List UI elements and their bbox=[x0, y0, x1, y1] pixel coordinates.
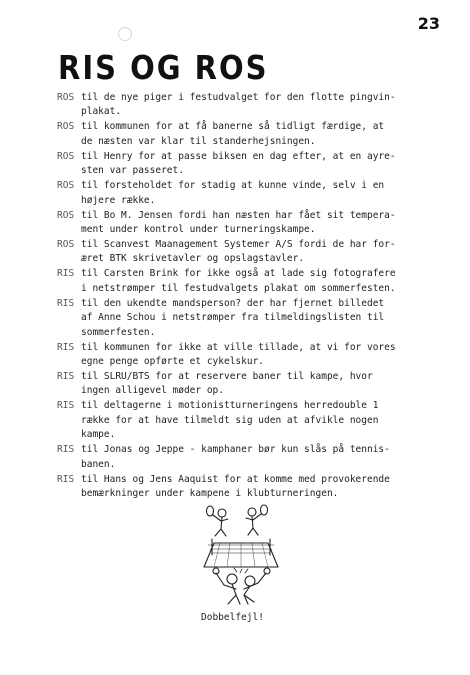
list-item bbox=[57, 267, 457, 296]
list-item bbox=[57, 297, 457, 340]
entry-text: til kommunen for ikke at ville tillade, at vi for vores egne penge opførte et cykelskur. bbox=[81, 341, 396, 368]
entry-tag: RIS bbox=[57, 473, 75, 485]
entry-tag: RIS bbox=[57, 400, 75, 412]
list-item bbox=[57, 473, 457, 502]
entry-text: til Bo M. Jensen fordi han næsten har fået sit tempera- ment under kontrol under turneringskampe. bbox=[81, 209, 396, 236]
entry-text: til Scanvest Maanagement Systemer A/S fordi de har for- æret BTK skrivetavler og opslagstavler. bbox=[81, 239, 396, 265]
entry-text: til Jonas og Jeppe - kamphaner bør kun slås på tennis- banen. bbox=[81, 444, 390, 470]
entry-text: til Carsten Brink for ikke også at lade sig fotografere i netstrømper til festudvalgets plakat om sommerfesten. bbox=[81, 268, 396, 294]
entry-tag: RIS bbox=[57, 371, 75, 383]
page-title: RIS OG ROS bbox=[58, 48, 269, 88]
entry-text: til Hans og Jens Aaquist for at komme med provokerende bemærkninger under kampene i klubturneringen. bbox=[81, 473, 390, 500]
list-item bbox=[57, 209, 457, 238]
entry-tag: ROS bbox=[57, 121, 75, 133]
entry-text: til de nye piger i festudvalget for den flotte pingvin- plakat. bbox=[81, 92, 396, 118]
entry-text: til den ukendte mandsperson? der har fjernet billedet af Anne Schou i netstrømper fra tilmeldingslisten til sommerfesten. bbox=[81, 297, 385, 338]
list-item bbox=[57, 443, 457, 472]
entry-tag: ROS bbox=[57, 239, 75, 251]
illustration-caption: Dobbelfejl! bbox=[201, 612, 264, 623]
page-number: 23 bbox=[417, 14, 440, 33]
entry-tag: RIS bbox=[57, 297, 75, 309]
entry-text: til kommunen for at få banerne så tidligt færdige, at de næsten var klar til standerhejsningen. bbox=[81, 121, 385, 147]
entry-tag: RIS bbox=[57, 341, 75, 353]
list-item bbox=[57, 91, 457, 120]
list-item bbox=[57, 238, 457, 267]
entry-tag: ROS bbox=[57, 92, 75, 103]
tennis-doubles-cartoon-icon bbox=[200, 503, 282, 611]
entry-text: til SLRU/BTS for at reservere baner til kampe, hvor ingen alligevel møder op. bbox=[81, 371, 373, 397]
punch-hole bbox=[118, 27, 132, 41]
entry-text: til Henry for at passe biksen en dag efter, at en ayre- sten var passeret. bbox=[81, 150, 396, 177]
entry-text: til deltagerne i motionistturneringens herredouble 1 række for at have tilmeldt sig uden at afvikle nogen kampe. bbox=[81, 400, 379, 441]
list-item bbox=[57, 341, 457, 370]
entry-tag: ROS bbox=[57, 150, 75, 162]
entry-tag: ROS bbox=[57, 180, 75, 192]
list-item bbox=[57, 399, 457, 442]
list-item bbox=[57, 150, 457, 179]
entry-tag: ROS bbox=[57, 209, 75, 221]
list-item bbox=[57, 120, 457, 149]
list-item bbox=[57, 179, 457, 208]
list-item bbox=[57, 370, 457, 399]
entry-tag: RIS bbox=[57, 444, 75, 456]
entry-text: til forsteholdet for stadig at kunne vinde, selv i en højere række. bbox=[81, 180, 385, 206]
ris-ros-list bbox=[57, 91, 457, 502]
entry-tag: RIS bbox=[57, 268, 75, 280]
